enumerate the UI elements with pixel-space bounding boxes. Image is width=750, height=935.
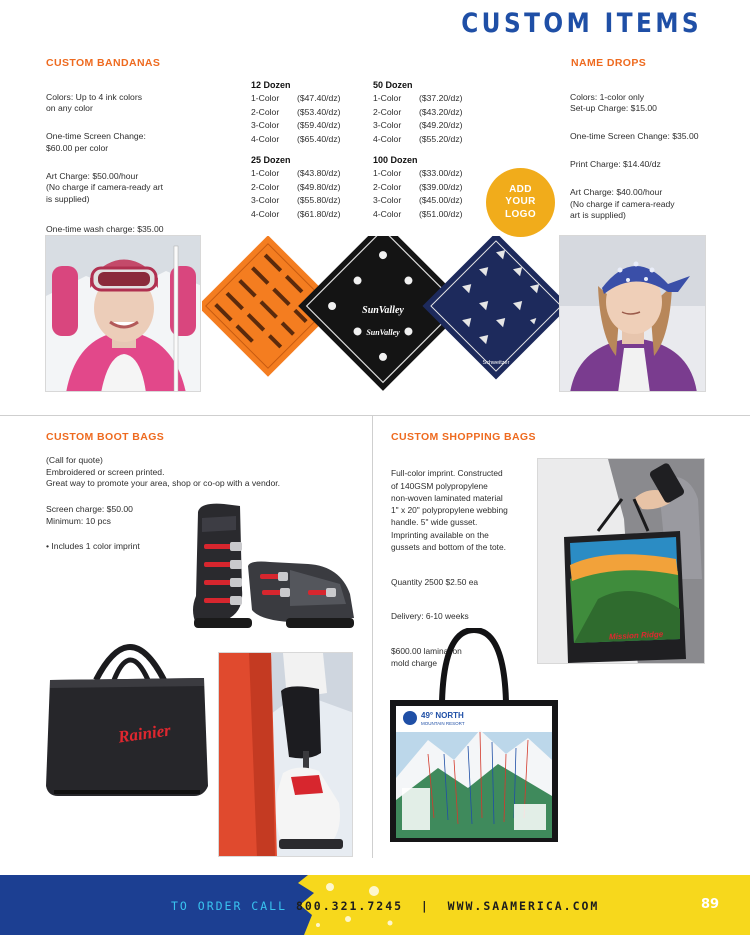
price-row <box>251 133 340 147</box>
price-row <box>251 181 340 195</box>
price-table-heading: 50 Dozen <box>373 80 413 90</box>
color-count: 3-Color <box>373 195 402 206</box>
price-row <box>251 106 340 120</box>
ski-boots-image <box>190 500 356 642</box>
shopping-bags-spec: Delivery: 6-10 weeks <box>391 611 469 622</box>
name-drops-spec: One-time Screen Change: $35.00 <box>570 131 699 141</box>
color-count: 3-Color <box>251 120 280 131</box>
footer-lead: TO ORDER CALL <box>171 899 288 913</box>
bandanas-spec: Colors: Up to 4 ink colors on any color <box>46 91 142 113</box>
skier-woman-photo <box>45 235 201 392</box>
page-number: 89 <box>701 897 720 912</box>
price: ($49.80/dz) <box>297 181 341 192</box>
add-your-logo-badge <box>486 168 555 237</box>
color-count: 3-Color <box>373 120 402 131</box>
price-row <box>251 208 340 222</box>
color-count: 1-Color <box>373 168 402 178</box>
ski-boot-right <box>248 562 354 629</box>
price: ($45.00/dz) <box>419 195 463 206</box>
woman-with-tote-photo <box>537 458 705 664</box>
price: ($43.80/dz) <box>297 168 341 178</box>
trail-map-tote-image <box>388 628 560 844</box>
price-row <box>373 106 462 120</box>
name-drops-spec: Art Charge: $40.00/hour (No charge if camera-ready art is supplied) <box>570 187 675 220</box>
shopping-bags-spec: Quantity 2500 $2.50 ea <box>391 576 479 587</box>
price-row <box>251 194 340 208</box>
color-count: 4-Color <box>373 208 402 219</box>
boot-bags-heading: CUSTOM BOOT BAGS <box>46 431 165 443</box>
color-count: 1-Color <box>251 93 280 103</box>
color-count: 2-Color <box>251 106 280 117</box>
price: ($59.40/dz) <box>297 120 341 131</box>
price-row <box>251 119 340 133</box>
shopping-bags-heading: CUSTOM SHOPPING BAGS <box>391 431 536 443</box>
color-count: 2-Color <box>373 106 402 117</box>
bandanas-heading: CUSTOM BANDANAS <box>46 57 161 69</box>
section-divider-horizontal <box>0 415 750 416</box>
ski-boot-left <box>193 504 252 628</box>
footer-phone-url[interactable]: 800.321.7245 | WWW.SAAMERICA.COM <box>295 899 600 913</box>
name-drops-heading: NAME DROPS <box>571 57 647 69</box>
price-row <box>373 92 462 106</box>
footer-bar <box>0 875 750 935</box>
color-count: 4-Color <box>251 133 280 144</box>
bandana-print-text: SunValley <box>366 328 400 337</box>
tote-brand: 49° NORTH <box>421 711 464 720</box>
boot-bags-bullet: • Includes 1 color imprint <box>46 541 140 551</box>
price: ($39.00/dz) <box>419 181 463 192</box>
boot-bag-image <box>44 620 210 798</box>
price-table-12-dozen <box>251 80 340 146</box>
shopping-bags-spec: Full-color imprint. Constructed of 140GSM polypropylene non-woven laminated material 1" x 20" polypropylene webbing handle. 5" wide gusset. Imprinting available on the gussets and bottom of the tote. <box>391 468 508 553</box>
tote-sub: MOUNTAIN RESORT <box>421 721 465 726</box>
page-title: CUSTOM ITEMS <box>461 8 702 39</box>
color-count: 3-Color <box>251 195 280 206</box>
girl-bandana-photo <box>559 235 706 392</box>
bandanas-spec: Art Charge: $50.00/hour (No charge if camera-ready art is supplied) <box>46 170 164 204</box>
price-table-heading: 100 Dozen <box>373 155 418 165</box>
price: ($55.80/dz) <box>297 195 341 206</box>
price: ($55.20/dz) <box>419 133 463 144</box>
bandana-print-text: Schweitzer <box>482 360 510 366</box>
shopping-bags-spec: $600.00 lamination mold charge <box>391 645 462 669</box>
bandanas-image <box>202 236 559 396</box>
price-table-50-dozen <box>373 80 462 146</box>
price-row <box>373 181 462 195</box>
price-row <box>373 133 462 147</box>
navy-bandana <box>422 236 559 380</box>
footer-contact <box>171 899 599 913</box>
price: ($65.40/dz) <box>297 133 341 144</box>
price-row <box>373 119 462 133</box>
price: ($53.40/dz) <box>297 106 341 117</box>
price-row <box>251 167 340 181</box>
badge-line: ADD <box>509 183 532 195</box>
color-count: 1-Color <box>373 93 402 103</box>
color-count: 2-Color <box>251 181 280 192</box>
boot-bags-charges: Screen charge: $50.00 Minimum: 10 pcs <box>46 504 133 526</box>
price-table-25-dozen <box>251 155 340 221</box>
tote-side-brand: Mission Ridge <box>608 629 664 642</box>
price-table-heading: 25 Dozen <box>251 155 291 165</box>
name-drops-spec: Colors: 1-color only Set-up Charge: $15.00 <box>570 91 657 113</box>
color-count: 4-Color <box>251 208 280 219</box>
price-table-100-dozen <box>373 155 462 221</box>
color-count: 2-Color <box>373 181 402 192</box>
section-divider-vertical <box>372 416 373 858</box>
color-count: 1-Color <box>251 168 280 178</box>
price-row <box>373 208 462 222</box>
bandanas-spec: One-time wash charge: $35.00 <box>46 223 164 234</box>
price-table-heading: 12 Dozen <box>251 80 291 90</box>
color-count: 4-Color <box>373 133 402 144</box>
price: ($33.00/dz) <box>419 168 463 178</box>
price-row <box>251 92 340 106</box>
boot-bags-intro: (Call for quote) Embroidered or screen printed. Great way to promote your area, shop or co-op with a vendor. <box>46 455 281 488</box>
price-row <box>373 167 462 181</box>
price: ($61.80/dz) <box>297 208 341 219</box>
badge-line: YOUR <box>505 196 536 208</box>
bandana-print-text: SunValley <box>362 305 404 316</box>
bag-logo: Rainier <box>116 720 172 747</box>
price: ($51.00/dz) <box>419 208 463 219</box>
price: ($43.20/dz) <box>419 106 463 117</box>
bandanas-spec: One-time Screen Change: $60.00 per color <box>46 131 146 153</box>
price: ($37.20/dz) <box>419 93 463 103</box>
price: ($49.20/dz) <box>419 120 463 131</box>
name-drops-spec: Print Charge: $14.40/dz <box>570 159 661 169</box>
carrying-boots-photo <box>218 652 353 857</box>
price-row <box>373 194 462 208</box>
price: ($47.40/dz) <box>297 93 341 103</box>
badge-line: LOGO <box>504 208 537 220</box>
